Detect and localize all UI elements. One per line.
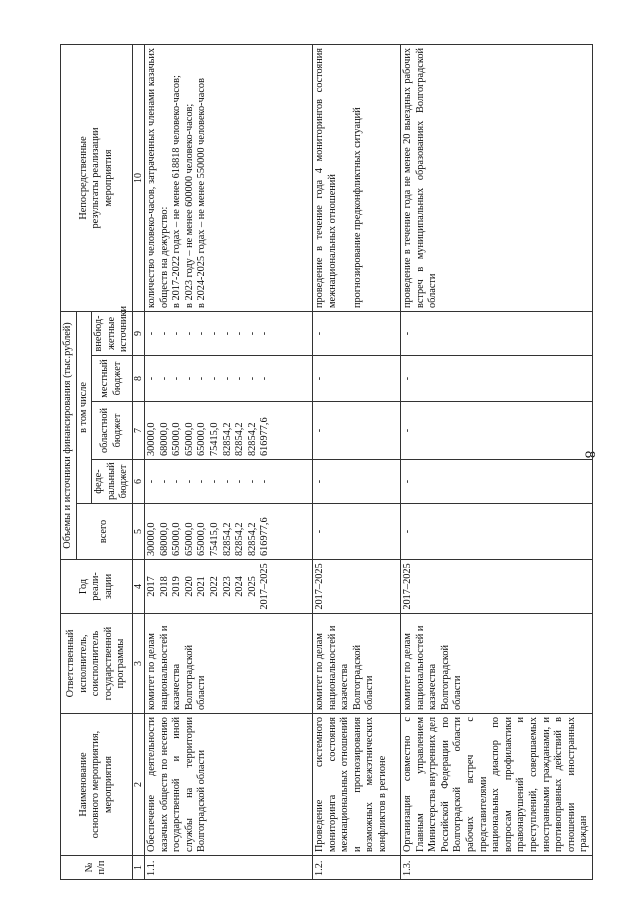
column-numbers-row: [132, 44, 144, 879]
col-number: 5: [132, 504, 144, 560]
header-federal: феде- ральный бюджет: [92, 460, 133, 504]
years: 2017–2025: [312, 560, 400, 614]
header-executor: Ответственный исполнитель, соисполнитель государственной программы: [61, 614, 133, 714]
page-number: 8: [580, 450, 597, 459]
col-number: 8: [132, 356, 144, 402]
total-amount: -: [400, 504, 592, 560]
header-extra: внебюд- жетные источники: [92, 311, 133, 355]
federal-amount: - - - - - - - - - -: [144, 460, 312, 504]
local-amount: - - - - - - - - - -: [144, 356, 312, 402]
header-results: Непосредственные результаты реализации мероприятия: [61, 44, 133, 311]
header-year: Год реали- зации: [61, 560, 133, 614]
local-amount: -: [312, 356, 400, 402]
years: 2017 2018 2019 2020 2021 2022 2023 2024 2025 2017–2025: [144, 560, 312, 614]
total-amount: 30000,0 68000,0 65000,0 65000,0 65000,0 75415,0 82854,2 82854,2 82854,2 616977,6: [144, 504, 312, 560]
table-row: [312, 44, 400, 879]
extra-amount: -: [400, 311, 592, 355]
extra-amount: - - - - - - - - - -: [144, 311, 312, 355]
total-amount: -: [312, 504, 400, 560]
header-local: местный бюджет: [92, 356, 133, 402]
header-row-1: [61, 44, 77, 879]
header-name: Наименование основного мероприятия, мероприятия: [61, 714, 133, 856]
executor: комитет по делам национальностей и казачества Волгоградской области: [312, 614, 400, 714]
header-total: всего: [76, 504, 132, 560]
col-number: 3: [132, 614, 144, 714]
federal-amount: -: [400, 460, 592, 504]
row-number: 1.3.: [400, 856, 592, 880]
col-number: 4: [132, 560, 144, 614]
regional-amount: -: [312, 402, 400, 460]
years: 2017–2025: [400, 560, 592, 614]
col-number: 6: [132, 460, 144, 504]
col-number: 9: [132, 311, 144, 355]
col-number: 2: [132, 714, 144, 856]
regional-amount: -: [400, 402, 592, 460]
results: проведение в течение года не менее 20 выездных рабочих встреч в муниципальных образованиях Волгоградской области: [400, 44, 592, 311]
col-number: 10: [132, 44, 144, 311]
results: количество человеко-часов, затраченных членами казачьих обществ на дежурство: в 2017-2022 годах – не менее 618818 человеко-часов; в 2023 году – не менее 600000 человеко-часов; в 2024-2025 годах – не менее 550000 человеко-часов: [144, 44, 312, 311]
table-row: [144, 44, 312, 879]
header-regional: областной бюджет: [92, 402, 133, 460]
executor: комитет по делам национальностей и казачества Волгоградской области: [144, 614, 312, 714]
header-funding: Объемы и источники финансирования (тыс.рублей): [61, 311, 77, 559]
header-no: № п/п: [61, 856, 133, 880]
header-incl: в том числе: [76, 311, 92, 503]
regional-amount: 30000,0 68000,0 65000,0 65000,0 65000,0 75415,0 82854,2 82854,2 82854,2 616977,6: [144, 402, 312, 460]
local-amount: -: [400, 356, 592, 402]
executor: комитет по делам национальностей и казачества Волгоградской области: [400, 614, 592, 714]
col-number: 7: [132, 402, 144, 460]
activity-name: Обеспечение деятельности казачьих обществ по несению государственной и иной службы на территории Волгоградской области: [144, 714, 312, 856]
results: проведение в течение года 4 мониторингов состояния межнациональных отношений прогнозирование предконфликтных ситуаций: [312, 44, 400, 311]
activity-name: Проведение системного мониторинга состояния межнациональных отношений и прогнозирования возможных межэтнических конфликтов в регионе: [312, 714, 400, 856]
activity-name: Организация совместно с Главным управлением Министерства внутренних дел Российской Федерации по Волгоградской области рабочих встреч с представителями национальных диаспор по вопросам профилактики правонарушений и преступлений, совершаемых иностранными гражданами, и противоправных действий в отношении иностранных граждан: [400, 714, 592, 856]
extra-amount: -: [312, 311, 400, 355]
row-number: 1.1.: [144, 856, 312, 880]
program-table: [60, 44, 593, 880]
rotated-table-container: [60, 45, 620, 880]
federal-amount: -: [312, 460, 400, 504]
table-row: [400, 44, 592, 879]
col-number: 1: [132, 856, 144, 880]
row-number: 1.2.: [312, 856, 400, 880]
